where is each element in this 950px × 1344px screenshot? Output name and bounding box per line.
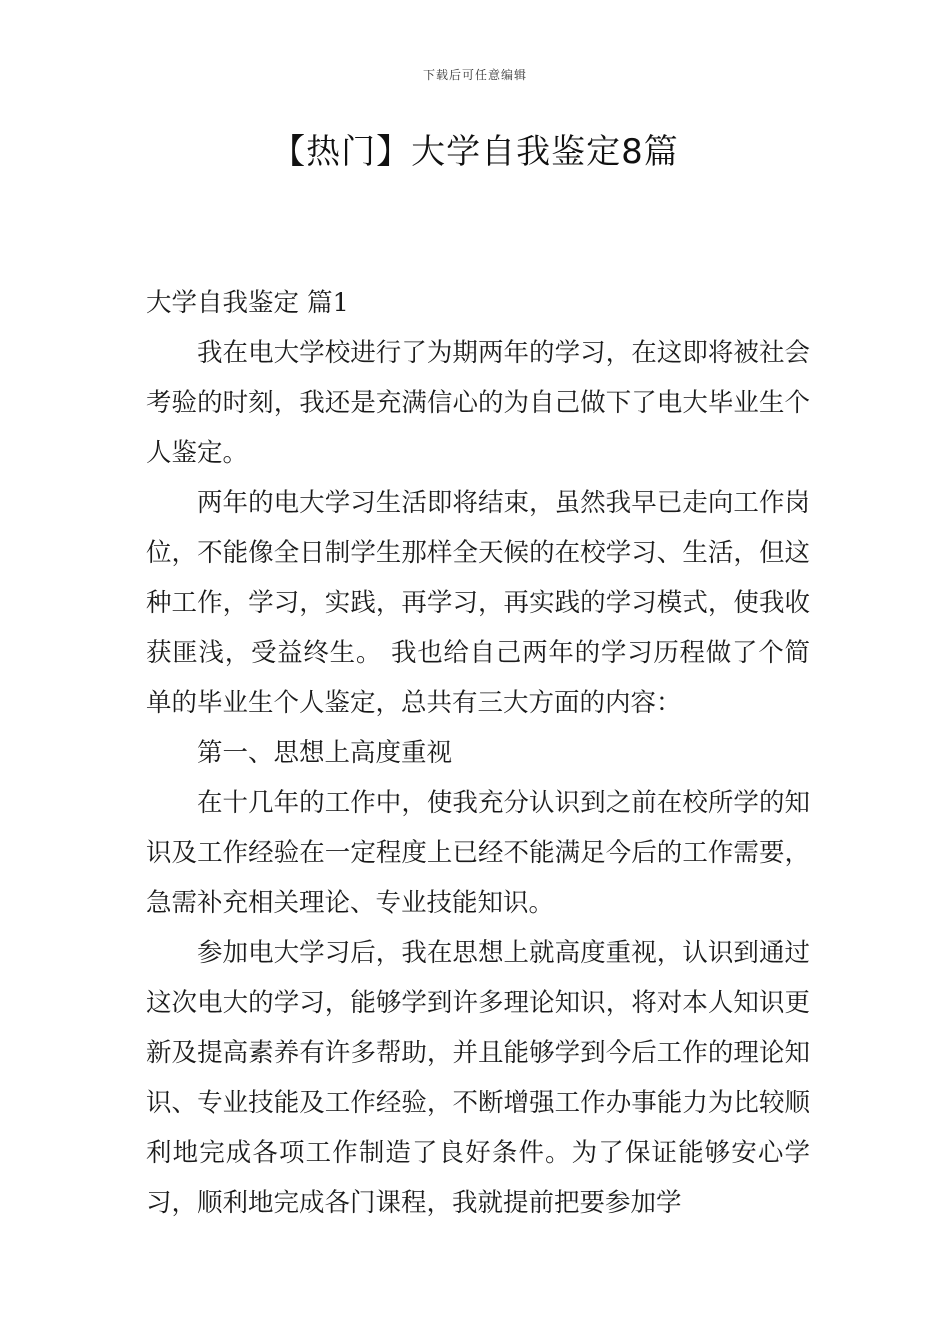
paragraph-4: 参加电大学习后，我在思想上就高度重视，认识到通过这次电大的学习，能够学到许多理论知识，将对本人知识更新及提高素养有许多帮助，并且能够学到今后工作的理论知识、专业技能及工作经验，不断增强工作办事能力为比较顺利地完成各项工作制造了良好条件。为了保证能够安心学习，顺利地完成各门课程，我就提前把要参加学 — [146, 938, 810, 1218]
section-heading: 大学自我鉴定 篇1 — [146, 288, 349, 318]
paragraph-2: 两年的电大学习生活即将结束，虽然我早已走向工作岗位，不能像全日制学生那样全天候的在校学习、生活，但这种工作，学习，实践，再学习，再实践的学习模式，使我收获匪浅，受益终生。 我也给自己两年的学习历程做了个简单的毕业生个人鉴定，总共有三大方面的内容： — [146, 488, 810, 718]
header-note: 下载后可任意编辑 — [422, 68, 527, 82]
document-body — [146, 278, 810, 1228]
subheading-first: 第一、思想上高度重视 — [197, 738, 453, 768]
paragraph-3: 在十几年的工作中，使我充分认识到之前在校所学的知识及工作经验在一定程度上已经不能满足今后的工作需要，急需补充相关理论、专业技能知识。 — [146, 788, 810, 918]
document-title: 【热门】大学自我鉴定8篇 — [271, 132, 679, 172]
paragraph-1: 我在电大学校进行了为期两年的学习，在这即将被社会考验的时刻，我还是充满信心的为自己做下了电大毕业生个人鉴定。 — [146, 338, 810, 468]
